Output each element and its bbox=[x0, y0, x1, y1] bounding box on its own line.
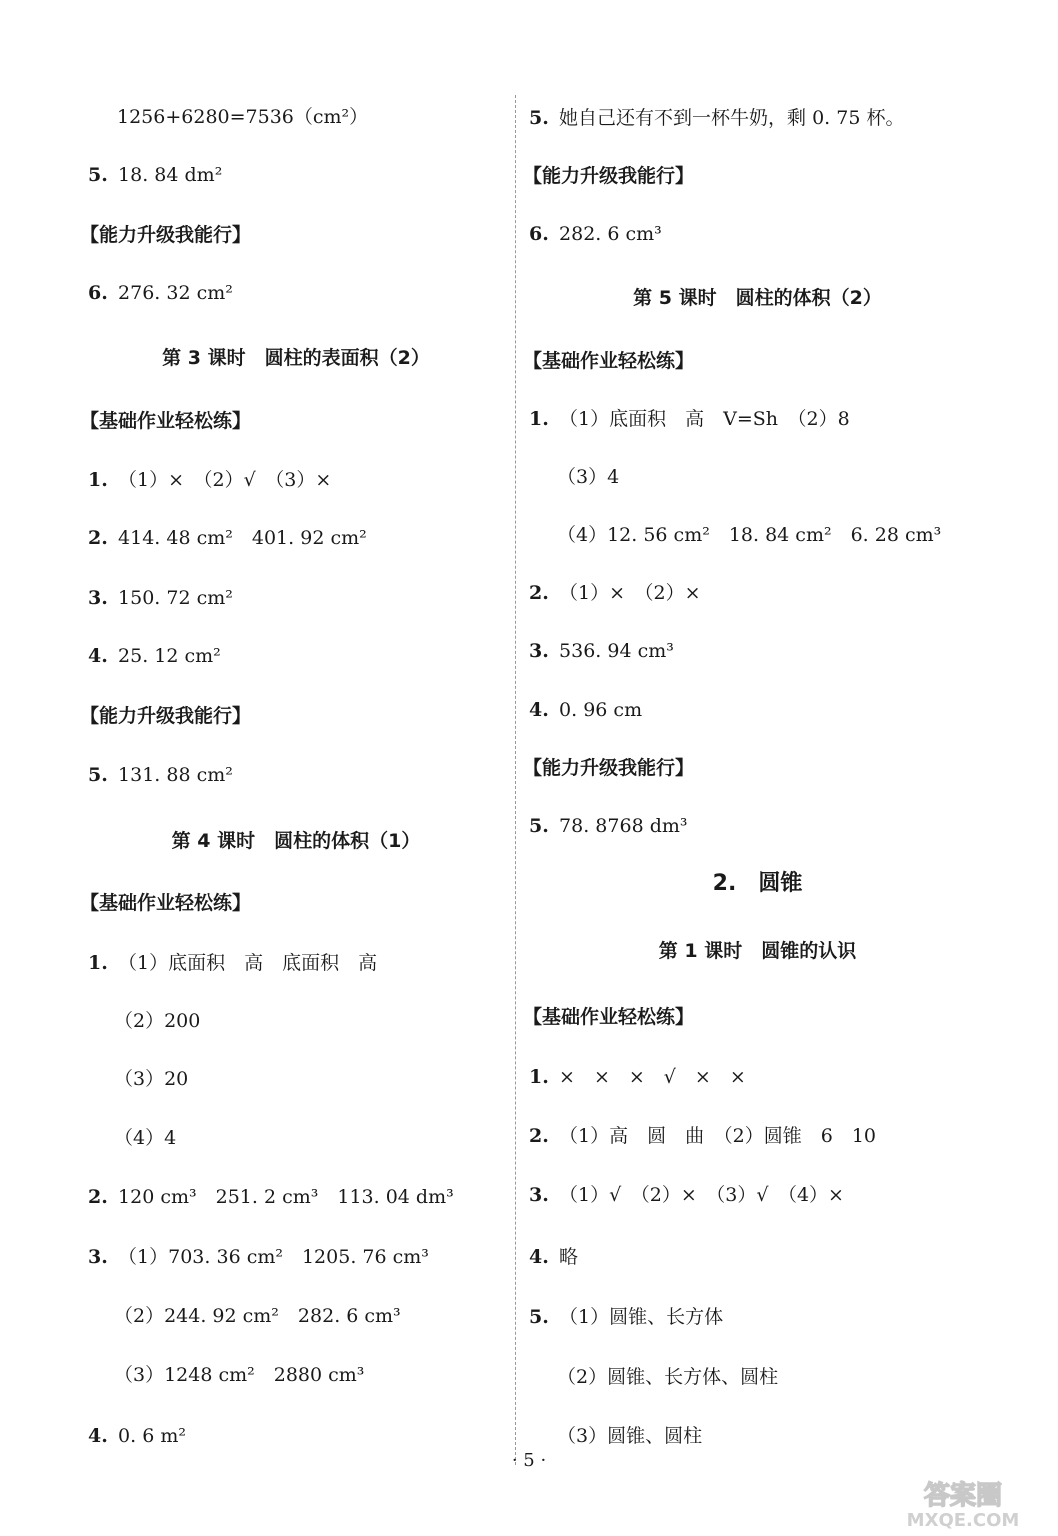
question-number: 5. bbox=[529, 107, 549, 129]
question-number: 5. bbox=[88, 164, 108, 186]
answer-text: 18. 84 dm² bbox=[118, 164, 223, 186]
answer-3 bbox=[88, 585, 233, 611]
page-number: · 5 · bbox=[511, 1450, 547, 1471]
answer-text: （1）703. 36 cm² 1205. 76 cm³ bbox=[118, 1246, 429, 1268]
question-number: 6. bbox=[88, 282, 108, 304]
answer-5 bbox=[529, 105, 904, 131]
answer-5 bbox=[88, 162, 222, 188]
question-number: 4. bbox=[88, 645, 108, 667]
answer-1c bbox=[529, 1064, 746, 1090]
answer-text: （1）× （2）√ （3）× bbox=[118, 469, 332, 491]
answer-2 bbox=[88, 525, 367, 551]
question-number: 4. bbox=[529, 699, 549, 721]
answer-text: 0. 96 cm bbox=[559, 699, 643, 721]
watermark-text-top: 答案圈 bbox=[923, 1481, 1003, 1511]
answer-text: 0. 6 m² bbox=[118, 1425, 186, 1447]
answer-subline: （3）圆锥、圆柱 bbox=[557, 1425, 703, 1447]
question-number: 1. bbox=[529, 1066, 549, 1088]
answer-4c bbox=[529, 1244, 578, 1270]
section-heading-basic: 【基础作业轻松练】 bbox=[523, 1006, 695, 1028]
answer-text: （1）底面积 高 V=Sh （2）8 bbox=[559, 408, 850, 430]
answer-text: 414. 48 cm² 401. 92 cm² bbox=[118, 527, 367, 549]
answer-text: 276. 32 cm² bbox=[118, 282, 233, 304]
answer-6 bbox=[529, 221, 662, 247]
answer-subline: （2）圆锥、长方体、圆柱 bbox=[557, 1366, 779, 1388]
answer-subline: （4）12. 56 cm² 18. 84 cm² 6. 28 cm³ bbox=[557, 524, 942, 546]
answer-text: （1）圆锥、长方体 bbox=[559, 1306, 724, 1328]
answer-text: 131. 88 cm² bbox=[118, 764, 233, 786]
answer-text: 536. 94 cm³ bbox=[559, 640, 674, 662]
answer-1b bbox=[88, 950, 377, 976]
answer-6 bbox=[88, 280, 233, 306]
answer-5b bbox=[529, 813, 688, 839]
question-number: 4. bbox=[88, 1425, 108, 1447]
answer-text: 120 cm³ 251. 2 cm³ 113. 04 dm³ bbox=[118, 1186, 454, 1208]
question-number: 5. bbox=[88, 764, 108, 786]
answer-3b bbox=[88, 1244, 429, 1270]
question-number: 6. bbox=[529, 223, 549, 245]
answer-line: 1256+6280=7536（cm²） bbox=[117, 106, 369, 128]
answer-text: （1）√ （2）× （3）√ （4）× bbox=[559, 1184, 844, 1206]
section-heading-ability: 【能力升级我能行】 bbox=[523, 165, 695, 187]
question-number: 5. bbox=[529, 1306, 549, 1328]
answer-subline: （4）4 bbox=[114, 1127, 177, 1149]
answer-subline: （2）200 bbox=[114, 1010, 201, 1032]
lesson-title-5: 第 5 课时 圆柱的体积（2） bbox=[633, 287, 882, 309]
question-number: 3. bbox=[88, 587, 108, 609]
answer-2c bbox=[529, 1123, 876, 1149]
answer-text: （1）× （2）× bbox=[559, 582, 701, 604]
question-number: 3. bbox=[88, 1246, 108, 1268]
watermark-text-bottom: MXQE.COM bbox=[906, 1510, 1020, 1530]
question-number: 1. bbox=[88, 952, 108, 974]
question-number: 2. bbox=[529, 1125, 549, 1147]
answer-text: 78. 8768 dm³ bbox=[559, 815, 688, 837]
answer-text: 150. 72 cm² bbox=[118, 587, 233, 609]
answer-4b bbox=[88, 1423, 186, 1449]
answer-3c bbox=[529, 1182, 844, 1208]
question-number: 1. bbox=[529, 408, 549, 430]
watermark-logo bbox=[878, 1478, 1048, 1530]
answer-2 bbox=[529, 580, 701, 606]
answer-text: （1）高 圆 曲 （2）圆锥 6 10 bbox=[559, 1125, 876, 1147]
answer-4 bbox=[88, 643, 221, 669]
answer-text: （1）底面积 高 底面积 高 bbox=[118, 952, 378, 974]
answer-5b bbox=[88, 762, 233, 788]
answer-text: 略 bbox=[559, 1246, 579, 1268]
answer-subline: （3）1248 cm² 2880 cm³ bbox=[114, 1364, 365, 1386]
section-heading-basic: 【基础作业轻松练】 bbox=[523, 350, 695, 372]
answer-1 bbox=[529, 406, 850, 432]
lesson-title-3: 第 3 课时 圆柱的表面积（2） bbox=[162, 347, 430, 369]
answer-3 bbox=[529, 638, 674, 664]
question-number: 5. bbox=[529, 815, 549, 837]
lesson-title-4: 第 4 课时 圆柱的体积（1） bbox=[171, 830, 421, 852]
answer-5c bbox=[529, 1304, 723, 1330]
question-number: 3. bbox=[529, 1184, 549, 1206]
answer-subline: （3）20 bbox=[114, 1068, 189, 1090]
section-heading-ability: 【能力升级我能行】 bbox=[523, 757, 695, 779]
answer-subline: （2）244. 92 cm² 282. 6 cm³ bbox=[114, 1305, 401, 1327]
question-number: 3. bbox=[529, 640, 549, 662]
answer-subline: （3）4 bbox=[557, 466, 620, 488]
answer-4 bbox=[529, 697, 642, 723]
answer-text: 她自己还有不到一杯牛奶，剩 0. 75 杯。 bbox=[559, 107, 905, 129]
question-number: 2. bbox=[88, 527, 108, 549]
answer-text: × × × √ × × bbox=[559, 1066, 746, 1088]
question-number: 4. bbox=[529, 1246, 549, 1268]
answer-1 bbox=[88, 467, 331, 493]
section-heading-ability: 【能力升级我能行】 bbox=[80, 224, 252, 246]
section-heading-basic: 【基础作业轻松练】 bbox=[80, 410, 252, 432]
answer-2b bbox=[88, 1184, 454, 1210]
answer-text: 25. 12 cm² bbox=[118, 645, 221, 667]
section-heading-basic: 【基础作业轻松练】 bbox=[80, 892, 252, 914]
chapter-title: 2. 圆锥 bbox=[712, 871, 803, 896]
question-number: 2. bbox=[88, 1186, 108, 1208]
question-number: 2. bbox=[529, 582, 549, 604]
answer-text: 282. 6 cm³ bbox=[559, 223, 662, 245]
question-number: 1. bbox=[88, 469, 108, 491]
section-heading-ability: 【能力升级我能行】 bbox=[80, 705, 252, 727]
lesson-title-1: 第 1 课时 圆锥的认识 bbox=[658, 940, 857, 962]
